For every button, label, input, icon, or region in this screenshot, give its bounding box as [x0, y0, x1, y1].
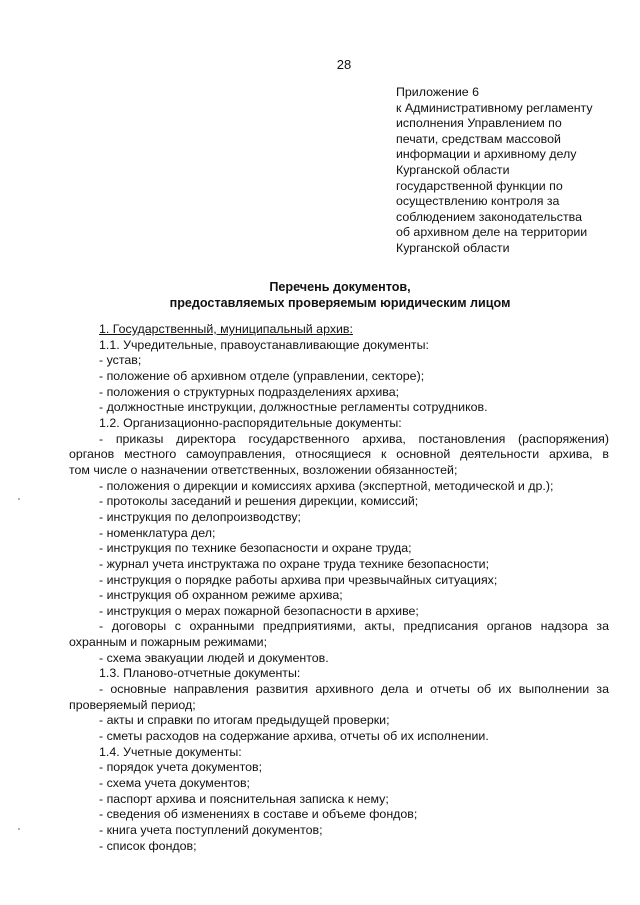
list-item: - основные направления развития архивного дела и отчеты об их выполнении за: [99, 682, 609, 697]
list-item: - инструкция по делопроизводству;: [99, 509, 301, 524]
list-item: - устав;: [99, 353, 142, 368]
subsection-heading: 1.2. Организационно-распорядительные документы:: [99, 415, 402, 430]
list-item: - схема эвакуации людей и документов.: [99, 650, 329, 665]
list-item: - должностные инструкции, должностные регламенты сотрудников.: [99, 400, 488, 415]
document-title: [0, 279, 640, 311]
annex-line: соблюдением законодательства: [396, 209, 582, 224]
list-item: - инструкция о мерах пожарной безопасности в архиве;: [99, 603, 419, 618]
annex-line: печати, средствам массовой: [396, 131, 561, 146]
subsection-heading: 1.3. Планово-отчетные документы:: [99, 666, 301, 681]
list-item: - книга учета поступлений документов;: [99, 823, 323, 837]
scan-speck: [18, 828, 20, 830]
title-line: Перечень документов,: [269, 280, 411, 294]
list-item: - протоколы заседаний и решения дирекции, комиссий;: [99, 494, 419, 509]
list-item: - положения о дирекции и комиссиях архива (экспертной, методической и др.);: [99, 478, 554, 493]
list-item: - паспорт архива и пояснительная записка к нему;: [99, 791, 389, 806]
annex-line: осуществлению контроля за: [396, 194, 560, 209]
document-body: [69, 322, 609, 854]
list-item: - инструкция по технике безопасности и охране труда;: [99, 541, 412, 556]
list-item: - положение об архивном отделе (управлении, секторе);: [99, 368, 425, 383]
annex-line: об архивном деле на территории: [396, 225, 588, 240]
annex-line: к Административному регламенту: [396, 100, 593, 115]
list-item: - номенклатура дел;: [99, 525, 216, 540]
subsection-heading: 1.4. Учетные документы:: [99, 744, 242, 759]
list-item: - схема учета документов;: [99, 776, 251, 791]
page-number: 28: [336, 57, 352, 72]
section-heading: 1. Государственный, муниципальный архив:: [99, 322, 353, 336]
title-line: предоставляемых проверяемым юридическим лицом: [169, 296, 511, 310]
subsection-heading: 1.1. Учредительные, правоустанавливающие документы:: [99, 337, 429, 352]
list-item: - сведения об изменениях в составе и объеме фондов;: [99, 807, 418, 822]
annex-line: Приложение 6: [396, 85, 480, 99]
list-item: - журнал учета инструктажа по охране труда технике безопасности;: [99, 556, 490, 571]
list-item: - список фондов;: [99, 838, 197, 853]
scan-speck: [18, 498, 20, 500]
list-item: - приказы директора государственного архива, постановления (распоряжения): [99, 431, 609, 446]
list-item-continued: проверяемый период;: [69, 697, 196, 712]
list-item: - положения о структурных подразделениях архива;: [99, 384, 400, 399]
list-item: - порядок учета документов;: [99, 760, 263, 775]
annex-line: Курганской области: [396, 162, 510, 177]
annex-line: Курганской области: [396, 240, 510, 255]
annex-header: [396, 85, 626, 257]
list-item: - инструкция об охранном режиме архива;: [99, 588, 343, 603]
annex-line: исполнения Управлением по: [396, 116, 562, 131]
list-item: - инструкция о порядке работы архива при чрезвычайных ситуациях;: [99, 572, 498, 587]
list-item-continued: органов местного самоуправления, относящиеся к основной деятельности архива, в: [69, 447, 609, 462]
list-item: - договоры с охранными предприятиями, акты, предписания органов надзора за: [99, 619, 609, 634]
list-item-continued: том числе о назначении ответственных, возложении обязанностей;: [69, 462, 458, 477]
annex-line: информации и архивному делу: [396, 147, 577, 162]
list-item-continued: охранным и пожарным режимами;: [69, 635, 268, 650]
annex-line: государственной функции по: [396, 178, 563, 193]
list-item: - акты и справки по итогам предыдущей проверки;: [99, 713, 390, 728]
list-item: - сметы расходов на содержание архива, отчеты об их исполнении.: [99, 729, 489, 744]
